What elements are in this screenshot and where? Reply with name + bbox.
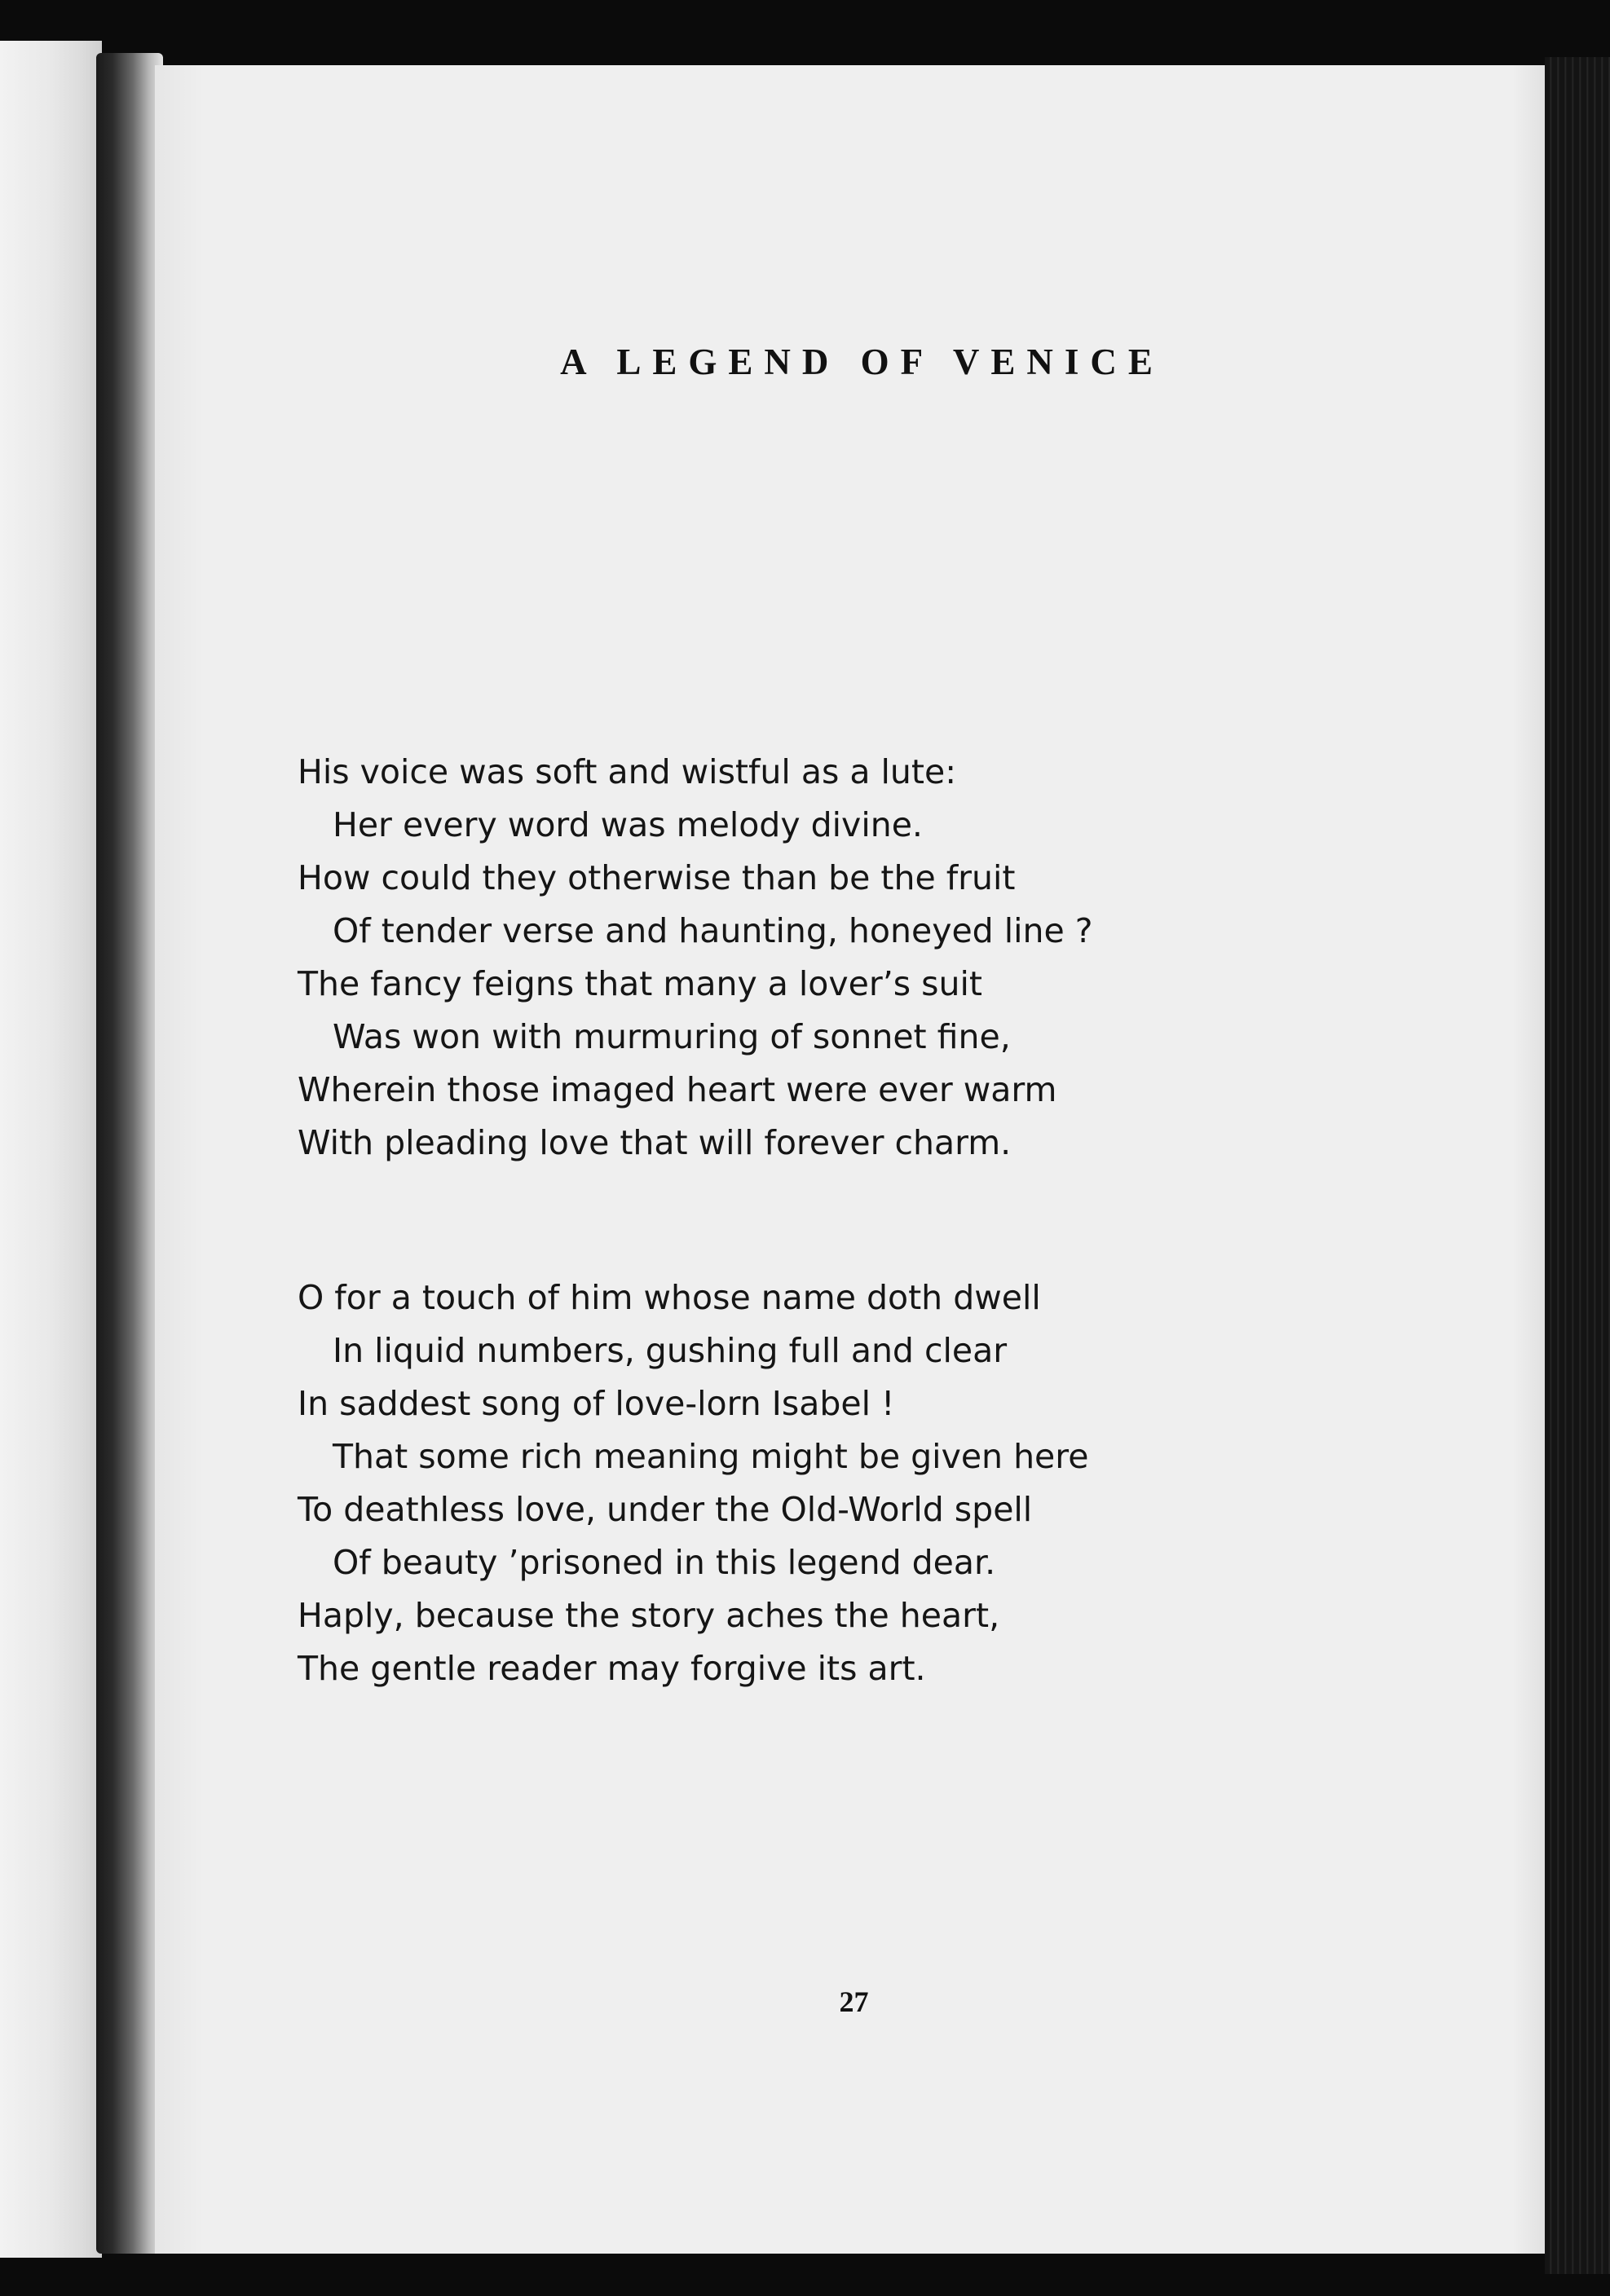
verse-line: Of tender verse and haunting, honeyed line ? [333,911,1093,950]
verse-line: How could they otherwise than be the fruit [298,858,1016,897]
verse-line: Haply, because the story aches the heart, [298,1596,1000,1635]
verse-line: To deathless love, under the Old-World spell [298,1490,1033,1529]
verse-line: His voice was soft and wistful as a lute: [298,752,957,791]
verse-line: Wherein those imaged heart were ever warm [298,1070,1057,1109]
verse-line: Was won with murmuring of sonnet fine, [333,1017,1011,1056]
poem-title: A LEGEND OF VENICE [560,342,1164,382]
verse-line: The gentle reader may forgive its art. [298,1649,926,1688]
verse-line: O for a touch of him whose name doth dwell [298,1278,1041,1317]
verse-line: The fancy feigns that many a lover’s suit [298,964,982,1003]
previous-page-edge [0,41,102,2258]
page-number: 27 [839,1985,869,2018]
book-gutter-shadow [96,53,163,2254]
verse-line: Her every word was melody divine. [333,805,923,844]
stanza-2 [298,1271,1357,1695]
verse-line: With pleading love that will forever charm. [298,1123,1012,1162]
verse-line: In liquid numbers, gushing full and clear [333,1331,1008,1370]
verse-line: Of beauty ’prisoned in this legend dear. [333,1543,996,1582]
book-fore-edge [1545,57,1610,2274]
verse-line: That some rich meaning might be given here [333,1437,1089,1476]
book-page [155,65,1545,2254]
stanza-1 [298,746,1357,1170]
verse-line: In saddest song of love-lorn Isabel ! [298,1384,895,1423]
